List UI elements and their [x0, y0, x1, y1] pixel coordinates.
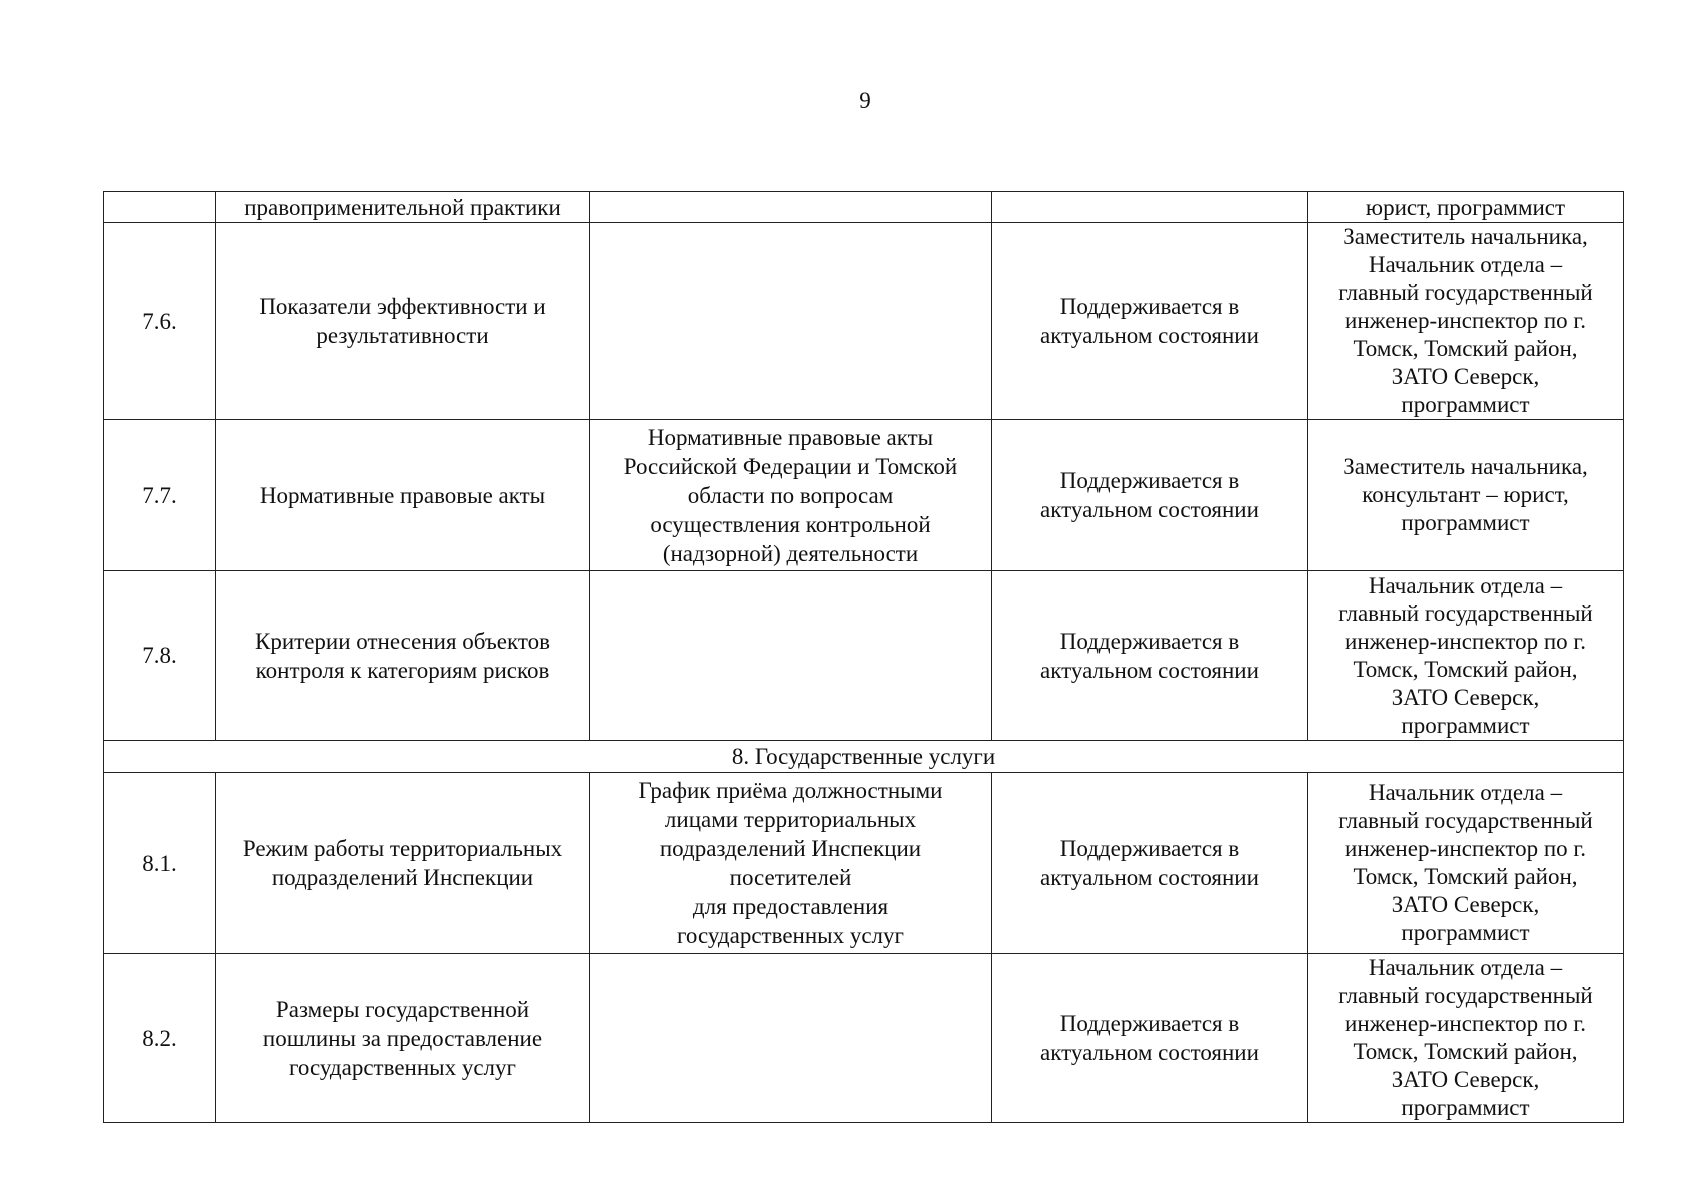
- table-row: [104, 773, 1624, 954]
- responsible-cell: Заместитель начальника, консультант – юрист, программист: [1308, 420, 1624, 571]
- section-name-cell: Критерии отнесения объектов контроля к категориям рисков: [216, 571, 590, 741]
- row-number-cell: 8.2.: [104, 954, 216, 1123]
- table-row: [104, 571, 1624, 741]
- info-table: [103, 191, 1624, 1123]
- page-number: 9: [859, 88, 871, 113]
- table-row: [104, 192, 1624, 223]
- table-row: [104, 420, 1624, 571]
- section-name-cell: Размеры государственной пошлины за предоставление государственных услуг: [216, 954, 590, 1123]
- row-number-cell: 7.6.: [104, 223, 216, 420]
- section-name-cell: Режим работы территориальных подразделений Инспекции: [216, 773, 590, 954]
- responsible-cell: Начальник отдела – главный государственный инженер-инспектор по г. Томск, Томский район, ЗАТО Северск, программист: [1308, 773, 1624, 954]
- content-cell: [590, 571, 992, 741]
- content-cell: [590, 954, 992, 1123]
- content-cell: График приёма должностными лицами территориальных подразделений Инспекции посетителей для предоставления государственных услуг: [590, 773, 992, 954]
- status-cell: Поддерживается в актуальном состоянии: [992, 223, 1308, 420]
- status-cell: Поддерживается в актуальном состоянии: [992, 954, 1308, 1123]
- row-number-cell: 7.8.: [104, 571, 216, 741]
- responsible-cell: юрист, программист: [1308, 192, 1624, 223]
- responsible-cell: Начальник отдела – главный государственный инженер-инспектор по г. Томск, Томский район, ЗАТО Северск, программист: [1308, 571, 1624, 741]
- content-cell: [590, 223, 992, 420]
- table-row: [104, 954, 1624, 1123]
- section-name-cell: Показатели эффективности и результативности: [216, 223, 590, 420]
- status-cell: [992, 192, 1308, 223]
- responsible-cell: Начальник отдела – главный государственный инженер-инспектор по г. Томск, Томский район, ЗАТО Северск, программист: [1308, 954, 1624, 1123]
- row-number-cell: 7.7.: [104, 420, 216, 571]
- section-title: 8. Государственные услуги: [104, 741, 1624, 773]
- row-number-cell: 8.1.: [104, 773, 216, 954]
- content-cell: Нормативные правовые акты Российской Федерации и Томской области по вопросам осуществления контрольной (надзорной) деятельности: [590, 420, 992, 571]
- content-cell: [590, 192, 992, 223]
- section-name-cell: правоприменительной практики: [216, 192, 590, 223]
- status-cell: Поддерживается в актуальном состоянии: [992, 773, 1308, 954]
- status-cell: Поддерживается в актуальном состоянии: [992, 571, 1308, 741]
- row-number-cell: [104, 192, 216, 223]
- section-name-cell: Нормативные правовые акты: [216, 420, 590, 571]
- status-cell: Поддерживается в актуальном состоянии: [992, 420, 1308, 571]
- responsible-cell: Заместитель начальника, Начальник отдела – главный государственный инженер-инспектор по г. Томск, Томский район, ЗАТО Северск, программист: [1308, 223, 1624, 420]
- table-row: [104, 223, 1624, 420]
- section-header-row: [104, 741, 1624, 773]
